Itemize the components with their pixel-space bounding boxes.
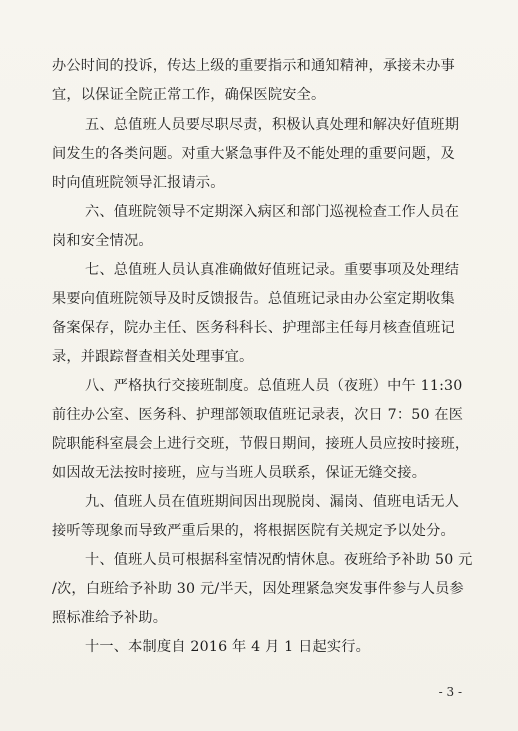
paragraph-5-line-1: 五、总值班人员要尽职尽责，积极认真处理和解决好值班期 — [85, 117, 460, 133]
paragraph-8-line-3: 院职能科室晨会上进行交班，节假日期间，接班人员应按时接班， — [52, 436, 470, 452]
paragraph-10-line-3: 照标准给予补助。 — [52, 610, 168, 626]
paragraph-10-line-2: /次，白班给予补助 30 元/半天，因处理紧急突发事件参与人员参 — [52, 581, 464, 597]
paragraph-6-line-2: 岗和安全情况。 — [52, 233, 153, 249]
paragraph-7-line-2: 果要向值班院领导及时反馈报告。总值班记录由办公室定期收集 — [52, 291, 455, 307]
paragraph-9-line-1: 九、值班人员在值班期间因出现脱岗、漏岗、值班电话无人 — [85, 494, 460, 510]
paragraph-7-line-3: 备案保存，院办主任、医务科科长、护理部主任每月核查值班记 — [52, 320, 455, 336]
text-line: 办公时间的投诉，传达上级的重要指示和通知精神，承接未办事 — [52, 58, 455, 74]
paragraph-8-line-4: 如因故无法按时接班，应与当班人员联系，保证无缝交接。 — [52, 465, 427, 481]
paragraph-8-line-2: 前往办公室、医务科、护理部领取值班记录表，次日 7：50 在医 — [52, 407, 464, 423]
paragraph-6-line-1: 六、值班院领导不定期深入病区和部门巡视检查工作人员在 — [85, 204, 460, 220]
paragraph-5-line-3: 时向值班院领导汇报请示。 — [52, 175, 225, 191]
paragraph-9-line-2: 接听等现象而导致严重后果的，将根据医院有关规定予以处分。 — [52, 523, 455, 539]
paragraph-5-line-2: 间发生的各类问题。对重大紧急事件及不能处理的重要问题，及 — [52, 146, 455, 162]
paragraph-8-line-1: 八、严格执行交接班制度。总值班人员（夜班）中午 11:30 — [85, 378, 463, 394]
paragraph-11-line-1: 十一、本制度自 2016 年 4 月 1 日起实行。 — [85, 639, 371, 655]
paragraph-7-line-1: 七、总值班人员认真准确做好值班记录。重要事项及处理结 — [85, 262, 460, 278]
paragraph-10-line-1: 十、值班人员可根据科室情况酌情休息。夜班给予补助 50 元 — [85, 552, 473, 568]
text-line: 宜，以保证全院正常工作，确保医院安全。 — [52, 87, 326, 103]
page-number: - 3 - — [438, 685, 462, 699]
paragraph-7-line-4: 录，并跟踪督查相关处理事宜。 — [52, 349, 254, 365]
